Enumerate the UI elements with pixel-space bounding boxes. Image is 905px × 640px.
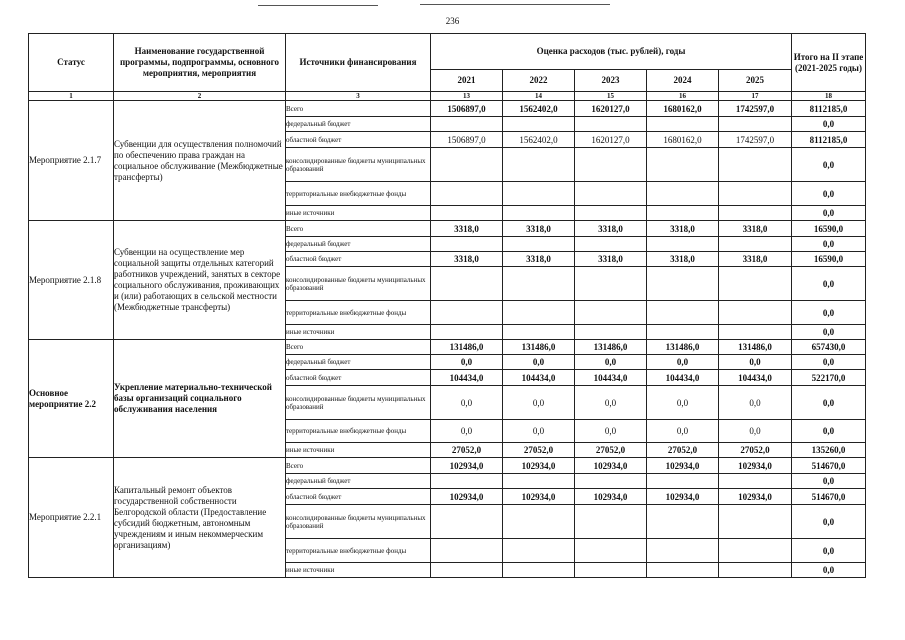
amount-cell: [575, 267, 647, 301]
total-cell: 8112185,0: [792, 101, 866, 117]
amount-cell: [719, 182, 792, 206]
total-cell: 522170,0: [792, 370, 866, 386]
amount-cell: [647, 182, 719, 206]
amount-cell: 27052,0: [575, 443, 647, 458]
amount-cell: [431, 237, 503, 252]
amount-cell: 1620127,0: [575, 101, 647, 117]
amount-cell: [575, 505, 647, 539]
amount-cell: [647, 237, 719, 252]
amount-cell: [431, 539, 503, 563]
amount-cell: [647, 206, 719, 221]
amount-cell: [719, 563, 792, 578]
column-number: 17: [719, 92, 792, 101]
total-cell: 0,0: [792, 325, 866, 340]
funding-source-cell: федеральный бюджет: [286, 355, 431, 370]
amount-cell: 102934,0: [719, 489, 792, 505]
amount-cell: 0,0: [719, 386, 792, 420]
amount-cell: [503, 117, 575, 132]
amount-cell: 0,0: [431, 420, 503, 443]
amount-cell: [647, 474, 719, 489]
amount-cell: 1742597,0: [719, 132, 792, 148]
amount-cell: 102934,0: [431, 489, 503, 505]
funding-source-cell: территориальные внебюджетные фонды: [286, 301, 431, 325]
funding-source-cell: Всего: [286, 221, 431, 237]
amount-cell: 131486,0: [719, 340, 792, 355]
amount-cell: 0,0: [503, 355, 575, 370]
header-year: 2025: [719, 70, 792, 92]
funding-source-cell: областной бюджет: [286, 132, 431, 148]
table-row: [29, 458, 866, 474]
total-cell: 0,0: [792, 505, 866, 539]
amount-cell: [719, 117, 792, 132]
funding-source-cell: территориальные внебюджетные фонды: [286, 420, 431, 443]
funding-source-cell: областной бюджет: [286, 489, 431, 505]
amount-cell: 27052,0: [647, 443, 719, 458]
funding-source-cell: иные источники: [286, 563, 431, 578]
amount-cell: [575, 563, 647, 578]
amount-cell: [719, 505, 792, 539]
total-cell: 0,0: [792, 117, 866, 132]
total-cell: 0,0: [792, 182, 866, 206]
amount-cell: [431, 563, 503, 578]
amount-cell: 3318,0: [503, 252, 575, 267]
funding-source-cell: иные источники: [286, 206, 431, 221]
status-cell: Мероприятие 2.1.8: [29, 221, 114, 340]
total-cell: 0,0: [792, 355, 866, 370]
total-cell: 0,0: [792, 474, 866, 489]
funding-source-cell: иные источники: [286, 325, 431, 340]
amount-cell: [503, 182, 575, 206]
amount-cell: [431, 267, 503, 301]
header-program-name: Наименование государственной программы, подпрограммы, основного мероприятия, мероприятия: [114, 34, 286, 92]
amount-cell: [431, 325, 503, 340]
amount-cell: [503, 206, 575, 221]
amount-cell: [431, 301, 503, 325]
amount-cell: 3318,0: [431, 221, 503, 237]
total-cell: 0,0: [792, 148, 866, 182]
amount-cell: [503, 563, 575, 578]
amount-cell: 0,0: [575, 355, 647, 370]
amount-cell: 102934,0: [647, 458, 719, 474]
status-cell: Основное мероприятие 2.2: [29, 340, 114, 458]
amount-cell: [575, 237, 647, 252]
page-number: 236: [445, 16, 460, 26]
amount-cell: 3318,0: [575, 252, 647, 267]
column-number: 15: [575, 92, 647, 101]
amount-cell: [503, 301, 575, 325]
funding-source-cell: консолидированные бюджеты муниципальных образований: [286, 386, 431, 420]
amount-cell: [575, 182, 647, 206]
funding-source-cell: консолидированные бюджеты муниципальных образований: [286, 267, 431, 301]
total-cell: 0,0: [792, 237, 866, 252]
amount-cell: [431, 474, 503, 489]
measure-name-cell: Укрепление материально-технической базы организаций социального обслуживания населения: [114, 340, 286, 458]
funding-source-cell: консолидированные бюджеты муниципальных образований: [286, 505, 431, 539]
amount-cell: [719, 474, 792, 489]
funding-source-cell: Всего: [286, 340, 431, 355]
amount-cell: 0,0: [647, 355, 719, 370]
total-cell: 0,0: [792, 420, 866, 443]
amount-cell: [719, 325, 792, 340]
amount-cell: 0,0: [503, 386, 575, 420]
amount-cell: 1680162,0: [647, 132, 719, 148]
status-cell: Мероприятие 2.2.1: [29, 458, 114, 578]
amount-cell: 0,0: [647, 386, 719, 420]
amount-cell: 1562402,0: [503, 132, 575, 148]
amount-cell: [719, 148, 792, 182]
funding-source-cell: областной бюджет: [286, 370, 431, 386]
amount-cell: 102934,0: [647, 489, 719, 505]
table-row: [29, 221, 866, 237]
funding-source-cell: Всего: [286, 101, 431, 117]
amount-cell: 131486,0: [503, 340, 575, 355]
amount-cell: [503, 237, 575, 252]
amount-cell: 3318,0: [575, 221, 647, 237]
amount-cell: [719, 237, 792, 252]
amount-cell: [503, 267, 575, 301]
amount-cell: 104434,0: [719, 370, 792, 386]
amount-cell: [575, 325, 647, 340]
total-cell: 0,0: [792, 386, 866, 420]
amount-cell: 1742597,0: [719, 101, 792, 117]
amount-cell: 0,0: [503, 420, 575, 443]
amount-cell: [647, 539, 719, 563]
amount-cell: 1506897,0: [431, 132, 503, 148]
amount-cell: [719, 267, 792, 301]
amount-cell: 3318,0: [647, 221, 719, 237]
total-cell: 0,0: [792, 267, 866, 301]
amount-cell: [575, 301, 647, 325]
amount-cell: [431, 117, 503, 132]
amount-cell: [575, 474, 647, 489]
binding-mark: [258, 5, 378, 6]
amount-cell: 102934,0: [503, 458, 575, 474]
funding-source-cell: областной бюджет: [286, 252, 431, 267]
amount-cell: 104434,0: [575, 370, 647, 386]
total-cell: 16590,0: [792, 252, 866, 267]
amount-cell: 0,0: [575, 420, 647, 443]
amount-cell: 27052,0: [431, 443, 503, 458]
amount-cell: 1562402,0: [503, 101, 575, 117]
total-cell: 8112185,0: [792, 132, 866, 148]
funding-source-cell: федеральный бюджет: [286, 474, 431, 489]
amount-cell: [431, 148, 503, 182]
amount-cell: [647, 301, 719, 325]
header-year: 2023: [575, 70, 647, 92]
amount-cell: 3318,0: [431, 252, 503, 267]
total-cell: 514670,0: [792, 458, 866, 474]
amount-cell: 104434,0: [503, 370, 575, 386]
funding-source-cell: территориальные внебюджетные фонды: [286, 182, 431, 206]
amount-cell: 1680162,0: [647, 101, 719, 117]
amount-cell: [431, 206, 503, 221]
amount-cell: [431, 505, 503, 539]
amount-cell: [719, 539, 792, 563]
funding-source-cell: территориальные внебюджетные фонды: [286, 539, 431, 563]
amount-cell: 27052,0: [503, 443, 575, 458]
amount-cell: 131486,0: [431, 340, 503, 355]
measure-name-cell: Капитальный ремонт объектов государственной собственности Белгородской области (Предоставление субсидий бюджетным, автономным учреждениям и иным некоммерческим организациям): [114, 458, 286, 578]
funding-source-cell: консолидированные бюджеты муниципальных образований: [286, 148, 431, 182]
amount-cell: 131486,0: [647, 340, 719, 355]
amount-cell: [647, 148, 719, 182]
amount-cell: 0,0: [647, 420, 719, 443]
amount-cell: 102934,0: [431, 458, 503, 474]
total-cell: 657430,0: [792, 340, 866, 355]
amount-cell: [503, 325, 575, 340]
measure-name-cell: Субвенции на осуществление мер социальной защиты отдельных категорий работников учреждений, занятых в секторе социального обслуживания, проживающих и (или) работающих в сельской местности (Межбюджетные трансферты): [114, 221, 286, 340]
header-funding-sources: Источники финансирования: [286, 34, 431, 92]
amount-cell: 0,0: [719, 420, 792, 443]
total-cell: 0,0: [792, 206, 866, 221]
amount-cell: [503, 505, 575, 539]
column-number: 18: [792, 92, 866, 101]
amount-cell: [503, 148, 575, 182]
amount-cell: 131486,0: [575, 340, 647, 355]
funding-source-cell: федеральный бюджет: [286, 237, 431, 252]
header-total: Итого на II этапе (2021-2025 годы): [792, 34, 866, 92]
amount-cell: [575, 148, 647, 182]
header-year: 2022: [503, 70, 575, 92]
funding-source-cell: иные источники: [286, 443, 431, 458]
column-number: 1: [29, 92, 114, 101]
funding-source-cell: федеральный бюджет: [286, 117, 431, 132]
header-year: 2021: [431, 70, 503, 92]
amount-cell: 1620127,0: [575, 132, 647, 148]
amount-cell: [431, 182, 503, 206]
funding-source-cell: Всего: [286, 458, 431, 474]
amount-cell: 104434,0: [431, 370, 503, 386]
column-number: 3: [286, 92, 431, 101]
amount-cell: 0,0: [719, 355, 792, 370]
total-cell: 16590,0: [792, 221, 866, 237]
amount-cell: 102934,0: [719, 458, 792, 474]
amount-cell: 0,0: [431, 386, 503, 420]
total-cell: 135260,0: [792, 443, 866, 458]
amount-cell: 27052,0: [719, 443, 792, 458]
column-number: 2: [114, 92, 286, 101]
column-number: 14: [503, 92, 575, 101]
amount-cell: [719, 206, 792, 221]
amount-cell: 102934,0: [503, 489, 575, 505]
amount-cell: [503, 474, 575, 489]
amount-cell: [647, 563, 719, 578]
header-cost-estimate: Оценка расходов (тыс. рублей), годы: [431, 34, 792, 70]
amount-cell: 104434,0: [647, 370, 719, 386]
amount-cell: [647, 505, 719, 539]
amount-cell: 102934,0: [575, 489, 647, 505]
header-year: 2024: [647, 70, 719, 92]
amount-cell: 3318,0: [719, 221, 792, 237]
amount-cell: [647, 267, 719, 301]
budget-table: [28, 33, 866, 578]
header-status: Статус: [29, 34, 114, 92]
amount-cell: [503, 539, 575, 563]
amount-cell: 3318,0: [719, 252, 792, 267]
amount-cell: [647, 325, 719, 340]
amount-cell: 1506897,0: [431, 101, 503, 117]
table-row: [29, 101, 866, 117]
table-row: [29, 340, 866, 355]
amount-cell: [575, 206, 647, 221]
total-cell: 0,0: [792, 301, 866, 325]
measure-name-cell: Субвенции для осуществления полномочий по обеспечению права граждан на социальное обслуживание (Межбюджетные трансферты): [114, 101, 286, 221]
column-number: 13: [431, 92, 503, 101]
amount-cell: 0,0: [431, 355, 503, 370]
amount-cell: [575, 117, 647, 132]
status-cell: Мероприятие 2.1.7: [29, 101, 114, 221]
column-number: 16: [647, 92, 719, 101]
amount-cell: [719, 301, 792, 325]
amount-cell: 102934,0: [575, 458, 647, 474]
amount-cell: 3318,0: [647, 252, 719, 267]
total-cell: 0,0: [792, 563, 866, 578]
amount-cell: [647, 117, 719, 132]
amount-cell: [575, 539, 647, 563]
total-cell: 0,0: [792, 539, 866, 563]
amount-cell: 0,0: [575, 386, 647, 420]
total-cell: 514670,0: [792, 489, 866, 505]
amount-cell: 3318,0: [503, 221, 575, 237]
binding-mark: [420, 4, 610, 5]
